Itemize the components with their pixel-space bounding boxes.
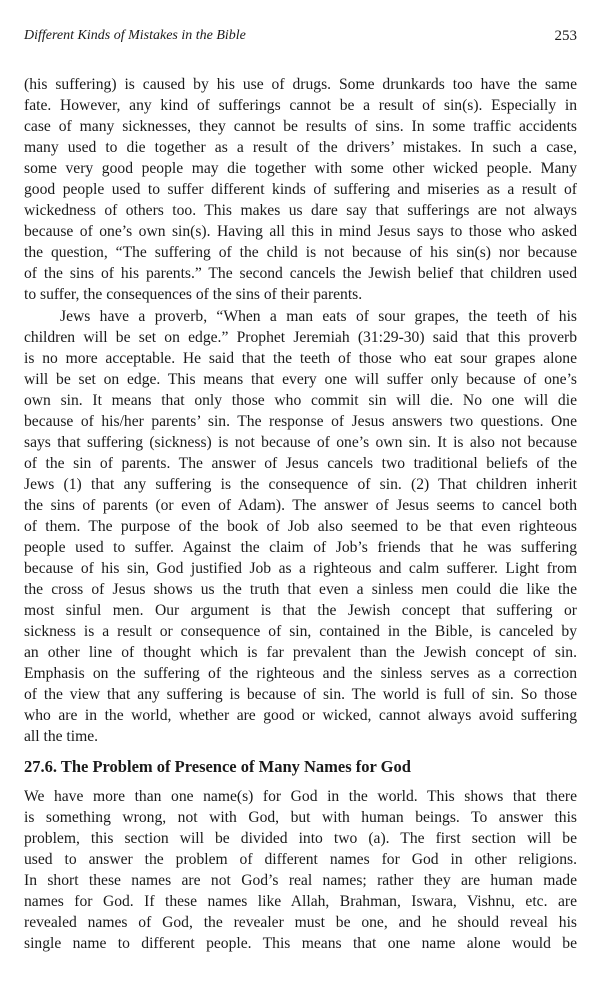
text-line: Emphasis on the suffering of the righteous and the sinless serves as a correction bbox=[24, 665, 577, 683]
text-line: people used to suffer. Against the claim of Job’s friends that he was suffering bbox=[24, 539, 577, 557]
text-line: many used to die together as a result of the drivers’ mistakes. In such a case, bbox=[24, 139, 577, 157]
text-line: own sin. It means that only those who commit sin will die. No one will die bbox=[24, 391, 577, 409]
text-line: who are in the world, whether are good or wicked, cannot always avoid suffering bbox=[24, 707, 577, 725]
text-line: of them. The purpose of the book of Job also seemed to be that even righteous bbox=[24, 517, 577, 535]
running-header bbox=[24, 28, 577, 48]
text-line: of the sins of his parents.” The second cancels the Jewish belief that children used bbox=[24, 265, 577, 283]
text-line: names for God. If these names like Allah, Brahman, Iswara, Vishnu, etc. are bbox=[24, 893, 577, 911]
text-line: most sinful men. Our argument is that the Jewish concept that suffering or bbox=[24, 602, 577, 620]
text-line: the sins of parents (or even of Adam). The answer of Jesus seems to cancel both bbox=[24, 496, 577, 514]
text-line: good people used to suffer different kinds of suffering and miseries as a result of bbox=[24, 181, 577, 199]
text-line: revealed names of God, the revealer must be one, and he should reveal his bbox=[24, 914, 577, 932]
text-line: Jews have a proverb, “When a man eats of sour grapes, the teeth of his bbox=[60, 307, 577, 325]
text-line: fate. However, any kind of sufferings cannot be a result of sin(s). Especially in bbox=[24, 97, 577, 115]
page-number: 253 bbox=[554, 28, 577, 44]
text-line: wickedness of others too. This makes us dare say that sufferings are not always bbox=[24, 202, 577, 220]
text-line: all the time. bbox=[24, 728, 99, 746]
text-line: of the view that any suffering is because of sin. The world is full of sin. So those bbox=[24, 686, 577, 704]
text-line: children will be set on edge.” Prophet Jeremiah (31:29-30) said that this proverb bbox=[24, 328, 577, 346]
text-line: is something wrong, not with God, but with human beings. To answer this bbox=[24, 809, 577, 827]
text-line: single name to different people. This means that one name alone would be bbox=[24, 935, 577, 953]
text-line: to suffer, the consequences of the sins of their parents. bbox=[24, 286, 363, 304]
text-line: the cross of Jesus shows us the truth that even a sinless men could die like the bbox=[24, 581, 577, 599]
text-line: because of his sin, God justified Job as a righteous and calm sufferer. Light from bbox=[24, 560, 577, 578]
text-line: some very good people may die together with some other wicked people. Many bbox=[24, 160, 577, 178]
paragraph-3 bbox=[24, 786, 577, 954]
text-line: is no more acceptable. He said that the teeth of those who eat sour grapes alone bbox=[24, 349, 577, 367]
text-line: because of his/her parents’ sin. The response of Jesus answers two questions. One bbox=[24, 412, 577, 430]
text-line: will be set on edge. This means that every one will suffer only because of one’s bbox=[24, 370, 577, 388]
text-line: of the sin of parents. The answer of Jesus cancels two traditional beliefs of the bbox=[24, 454, 577, 472]
text-line: because of one’s own sin(s). Having all this in mind Jesus says to those who asked bbox=[24, 223, 577, 241]
text-line: case of many sicknesses, they cannot be results of sins. In some traffic accidents bbox=[24, 118, 577, 136]
text-line: an other line of thought which is far prevalent than the Jewish concept of sin. bbox=[24, 644, 577, 662]
text-line: (his suffering) is caused by his use of drugs. Some drunkards too have the same bbox=[24, 76, 577, 93]
text-line: problem, this section will be divided into two (a). The first section will be bbox=[24, 830, 577, 848]
text-line: used to answer the problem of different names for God in other religions. bbox=[24, 851, 577, 869]
text-line: We have more than one name(s) for God in the world. This shows that there bbox=[24, 788, 577, 805]
text-line: sickness is a result or consequence of sin, contained in the Bible, is canceled by bbox=[24, 623, 577, 641]
section-heading: 27.6. The Problem of Presence of Many Names for God bbox=[24, 757, 411, 776]
running-title: Different Kinds of Mistakes in the Bible bbox=[24, 28, 246, 43]
text-line: says that suffering (sickness) is not because of one’s own sin. It is also not because bbox=[24, 433, 577, 451]
paragraph-2 bbox=[24, 306, 577, 748]
text-line: In short these names are not God’s real names; rather they are human made bbox=[24, 872, 577, 890]
text-line: the question, “The suffering of the child is not because of his sin(s) nor because bbox=[24, 244, 577, 262]
text-line: Jews (1) that any suffering is the consequence of sin. (2) That children inherit bbox=[24, 475, 577, 493]
paragraph-1 bbox=[24, 74, 577, 306]
